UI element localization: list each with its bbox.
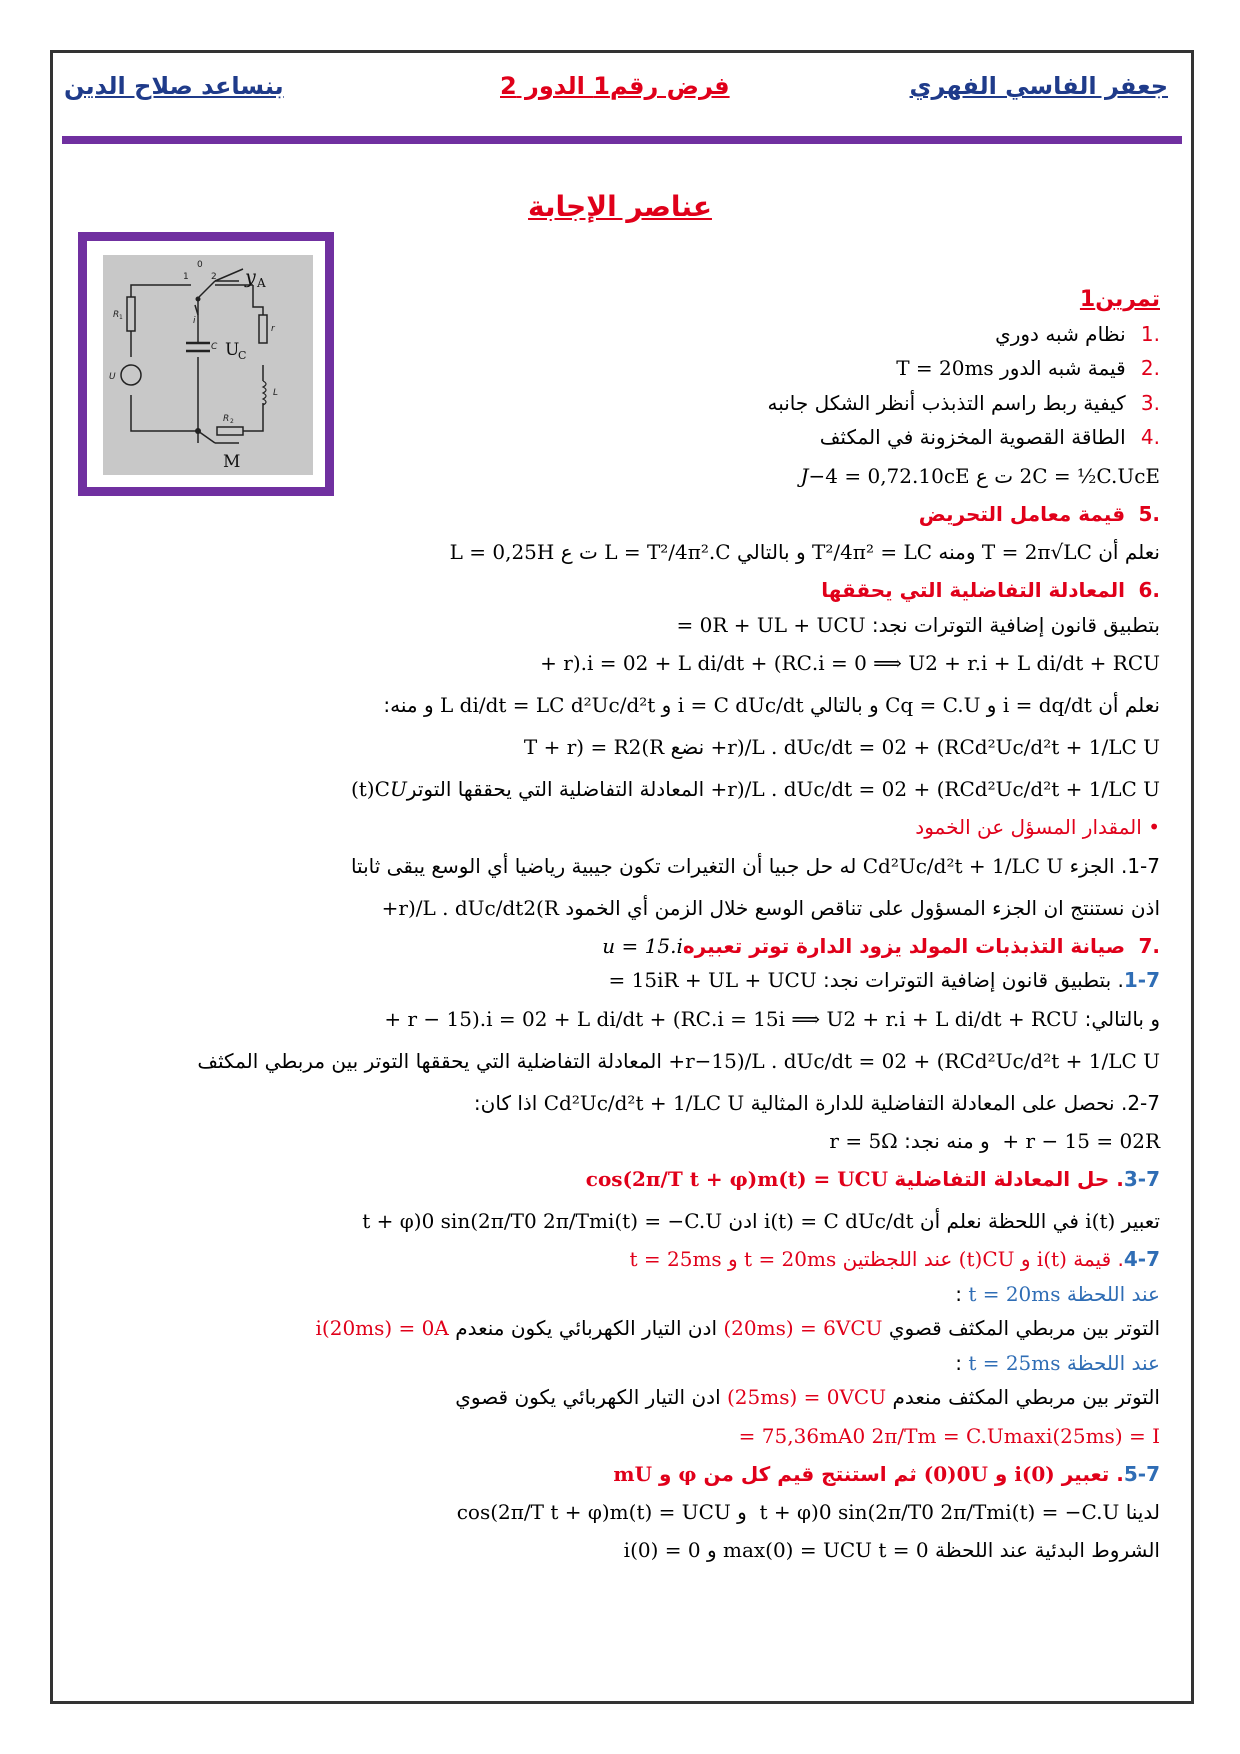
line-segment: i(0) <box>1014 1461 1055 1486</box>
line-segment: بتطبيق قانون إضافية التوترات نجد: <box>865 612 1160 637</box>
terminal-2-label: 2 <box>211 272 217 282</box>
page-title: عناصر الإجابة <box>528 190 712 223</box>
line-segment: T <box>523 735 538 759</box>
line-segment: المعادلة التفاضلية التي يحققها <box>821 578 1132 602</box>
line-segment: . بتطبيق قانون إضافية التوترات نجد: <box>816 968 1124 992</box>
line-segment: t = 25ms <box>968 1350 1061 1375</box>
line-segment: + L di/dt + (R <box>547 1006 696 1031</box>
line-segment: 2 <box>894 735 908 759</box>
line-segment: 2 <box>628 735 642 759</box>
line-segment: R <box>1144 1128 1160 1153</box>
generator-u-label: U <box>109 372 116 382</box>
line-segment: i(t) = −C.U <box>1005 1500 1120 1524</box>
line-segment: 4-7 <box>1123 1247 1160 1271</box>
line-segment: 2 <box>894 777 908 801</box>
header-divider <box>62 136 1182 144</box>
line-segment: المعادلة التفاضلية التي يحققها التوتر <box>406 777 711 801</box>
line-segment: (25ms) = 0V <box>726 1385 854 1409</box>
line-segment: + U <box>678 968 725 992</box>
line-segment: J <box>800 463 809 488</box>
line-segment: U <box>870 1167 889 1191</box>
answer-line <box>90 963 1160 998</box>
line-segment: .1 <box>1140 321 1160 346</box>
line-segment: 0 <box>421 1209 435 1233</box>
line-segment: t + φ) <box>753 1500 819 1524</box>
answer-line <box>90 1311 1160 1346</box>
line-segment: i(t) <box>1036 1247 1067 1271</box>
line-segment: لدينا <box>1119 1500 1160 1524</box>
line-segment: عند اللحظة <box>1060 1350 1160 1375</box>
line-segment: .7 <box>1138 933 1160 958</box>
line-segment: .4 <box>1140 425 1160 449</box>
line-segment: كيفية ربط راسم التذبذب أنظر الشكل جانبه <box>767 390 1132 415</box>
line-segment: و منه نجد: <box>897 1128 997 1153</box>
line-segment: + r.i + L di/dt + R <box>937 651 1128 675</box>
answer-line <box>90 726 1160 768</box>
line-segment: C <box>862 853 879 878</box>
answer-line <box>90 386 1160 421</box>
line-segment: 2π/T <box>865 1423 918 1448</box>
line-segment: و <box>730 1500 754 1524</box>
answer-line <box>90 1200 1160 1242</box>
resistor-r1-sub: 1 <box>119 314 123 321</box>
line-segment: تعبير <box>1115 1209 1160 1233</box>
line-segment: m <box>613 1461 635 1486</box>
line-segment: C <box>959 1048 975 1073</box>
line-segment: U <box>634 1461 653 1486</box>
line-segment: m <box>757 1167 779 1191</box>
line-segment: L <box>724 968 739 992</box>
line-segment: E <box>955 463 970 488</box>
line-segment: نضع <box>664 735 711 759</box>
channel-ya-sub: A <box>257 276 266 290</box>
line-segment: و بالتالي <box>730 540 812 564</box>
line-segment: U <box>389 777 407 801</box>
line-segment: max <box>722 1538 766 1562</box>
line-segment: U <box>970 1461 988 1486</box>
line-segment: C <box>959 735 975 759</box>
terminal-0-label: 0 <box>197 260 203 270</box>
line-segment: اذا كان: <box>473 1090 544 1115</box>
line-segment: m <box>609 1500 629 1524</box>
answer-line <box>90 929 1160 964</box>
line-segment: C <box>854 1167 871 1191</box>
answer-line <box>90 420 1160 455</box>
line-segment: . الجزء <box>1063 853 1128 878</box>
line-segment: C <box>796 651 812 675</box>
line-segment: + (R <box>907 735 960 759</box>
line-segment: C <box>695 1006 711 1031</box>
line-segment: C <box>1046 1006 1062 1031</box>
line-segment: + (R <box>907 777 960 801</box>
line-segment: .6 <box>1138 578 1160 602</box>
line-segment: +r)/L . dUc/dt = 0 <box>710 735 895 759</box>
line-segment: = 75,36mA <box>732 1423 853 1448</box>
line-segment: ادن <box>722 1209 764 1233</box>
answer-line <box>90 455 1160 497</box>
line-segment: + r.i + L di/dt + R <box>856 1006 1047 1031</box>
line-segment: c <box>1134 463 1146 488</box>
line-segment: 3-7 <box>1123 1167 1160 1191</box>
line-segment: L di/dt = LC d²Uc/d²t <box>440 693 656 717</box>
line-segment: C <box>698 1500 714 1524</box>
line-segment: + U <box>727 612 774 637</box>
line-segment: تمرين1 <box>1079 287 1160 312</box>
line-segment: + U <box>738 968 785 992</box>
line-segment: U <box>848 612 866 637</box>
line-segment: 2 <box>894 1048 908 1073</box>
line-segment: C <box>853 1385 870 1409</box>
line-segment: ت ع <box>554 540 605 564</box>
line-segment: + L di/dt + (R <box>648 651 797 675</box>
line-segment: i = dq/dt <box>1002 693 1092 717</box>
line-segment: .i = 0 ⟹ U <box>811 651 926 675</box>
line-segment: cos(2π/T t + φ) <box>585 1167 758 1191</box>
line-segment: C <box>543 1090 560 1115</box>
line-segment: c <box>943 463 956 488</box>
resistor-r1-label: R <box>113 310 120 320</box>
line-segment: U <box>799 968 817 992</box>
line-segment: U <box>869 1385 887 1409</box>
line-segment: d²Uc/d²t + 1/LC U <box>974 777 1160 801</box>
line-segment: +r−15)/L . dUc/dt = 0 <box>668 1048 895 1073</box>
line-segment: نعلم أن <box>1091 693 1160 717</box>
line-segment: 0 <box>852 1423 866 1448</box>
line-segment: U <box>997 1247 1015 1271</box>
answer-line <box>90 1242 1160 1277</box>
line-segment: d²Uc/d²t + 1/LC U <box>559 1090 745 1115</box>
resistor-r2-sub: 2 <box>230 418 234 425</box>
capacitor-c-label: C <box>211 342 218 352</box>
line-segment: قيمة شبه الدور <box>993 356 1132 380</box>
line-segment: R <box>712 612 728 637</box>
line-segment: m <box>589 1209 608 1233</box>
line-segment: (t) <box>958 1247 983 1271</box>
line-segment: C <box>885 693 901 717</box>
line-segment: في اللحظة نعلم أن <box>913 1209 1086 1233</box>
line-segment: cos(2π/T t + φ) <box>456 1500 610 1524</box>
line-segment: + r) = R <box>537 735 629 759</box>
line-segment: t = 20ms <box>968 1281 1061 1306</box>
line-segment: و <box>980 693 1003 717</box>
line-segment: = 15i <box>602 968 664 992</box>
line-segment: = 0 <box>670 612 713 637</box>
line-segment: عند اللحظة <box>1060 1281 1160 1306</box>
line-segment: عند اللجظتين <box>836 1247 959 1271</box>
line-segment: + r − 15 = 0 <box>996 1128 1133 1153</box>
line-segment: (t) <box>350 777 375 801</box>
answer-line <box>90 887 1160 929</box>
line-segment: (0) <box>923 1461 957 1486</box>
line-segment: المعادلة التفاضلية التي يحققها التوتر بين مربطي المكثف <box>197 1048 669 1073</box>
line-segment: و <box>721 1247 745 1271</box>
line-segment: 1-7 <box>1123 968 1160 992</box>
line-segment: i(20ms) = 0A <box>315 1316 449 1340</box>
line-segment: نعلم أن <box>1091 540 1160 564</box>
line-segment: . نحصل على المعادلة التفاضلية للدارة المثالية <box>744 1090 1128 1115</box>
line-segment: قيمة معامل التحريض <box>918 501 1132 526</box>
line-segment: U <box>1061 1006 1079 1031</box>
answer-line <box>90 1277 1160 1312</box>
line-segment: (R <box>536 895 559 920</box>
line-segment: و بالتالي <box>803 693 886 717</box>
voltage-uc-sub: C <box>238 349 247 362</box>
line-segment: C <box>839 1538 856 1562</box>
line-segment: d²Uc/d²t + 1/LC U <box>878 853 1064 878</box>
resistor-r-label: r <box>271 324 275 334</box>
line-segment: φ <box>678 1461 697 1486</box>
line-segment: ومنه <box>932 540 982 564</box>
line-segment: t + φ) <box>355 1209 422 1233</box>
line-segment: = 0,72.10 <box>838 463 944 488</box>
line-segment: و <box>1014 1247 1037 1271</box>
teacher-name: بنساعد صلاح الدين <box>64 72 284 100</box>
line-segment: L = 0,25H <box>449 540 555 564</box>
line-segment: sin(2π/T <box>434 1209 524 1233</box>
line-segment: i(t) = C dUc/dt <box>763 1209 914 1233</box>
terminal-1-label: 1 <box>183 272 189 282</box>
answer-line <box>90 642 1160 684</box>
line-segment: 5-7 <box>1123 1461 1160 1486</box>
line-segment: t = 25ms <box>629 1247 722 1271</box>
line-segment: المقدار المسؤل عن الخمود <box>915 815 1149 839</box>
line-segment: 2 <box>523 895 537 920</box>
line-segment: صيانة التذبذبات المولد يزود الدارة توتر تعبيره <box>682 933 1132 958</box>
answer-line <box>90 497 1160 532</box>
answer-line <box>90 282 1160 317</box>
line-segment: 0 <box>818 1500 832 1524</box>
answer-line <box>90 1491 1160 1533</box>
answer-line <box>90 1457 1160 1492</box>
channel-ya-label: y <box>245 266 256 288</box>
line-segment: i(t) <box>1085 1209 1116 1233</box>
line-segment: C <box>1032 463 1048 488</box>
author-name: جعفر الفاسي الفهري <box>909 72 1168 100</box>
line-segment: و <box>652 1461 679 1486</box>
line-segment: و <box>655 693 678 717</box>
line-segment: 0 <box>523 1209 537 1233</box>
line-segment: 0 <box>956 1461 971 1486</box>
inductor-l-label: L <box>273 388 279 398</box>
line-segment: T = 20ms <box>896 356 994 380</box>
line-segment: التوتر بين مربطي المكثف منعدم <box>886 1385 1160 1409</box>
line-segment: (0) = U <box>765 1538 840 1562</box>
line-segment: i = C dUc/dt <box>677 693 804 717</box>
line-segment: .i = 15i ⟹ U <box>710 1006 844 1031</box>
answer-line <box>90 531 1160 573</box>
line-segment: 1-7 <box>1127 853 1160 878</box>
line-segment: m <box>986 1500 1006 1524</box>
answer-line <box>90 351 1160 386</box>
answer-line <box>90 1040 1160 1082</box>
line-segment: : <box>955 1350 969 1375</box>
answer-line <box>90 845 1160 887</box>
line-segment: ادن التيار الكهربائي يكون قصوي <box>455 1385 727 1409</box>
line-segment: i(25ms) = I <box>1045 1423 1160 1448</box>
line-segment: = C.U <box>936 1423 1004 1448</box>
line-segment: و <box>700 1538 723 1562</box>
line-segment: 2 <box>1132 1128 1145 1153</box>
line-segment: الشروط البدئية عند اللحظة <box>928 1538 1160 1562</box>
line-segment: T²/4π² = LC <box>811 540 933 564</box>
line-segment: .2 <box>1140 356 1160 380</box>
line-segment: max <box>1003 1423 1046 1448</box>
line-segment: اذن نستنتج ان الجزء المسؤول على تناقص الوسع خلال الزمن أي الخمود <box>558 895 1160 920</box>
line-segment: sin(2π/T <box>831 1500 922 1524</box>
line-segment: U <box>855 1538 872 1562</box>
line-segment: L <box>773 612 788 637</box>
line-segment: −4 <box>808 463 838 488</box>
line-segment: = ½C.U <box>1047 463 1135 488</box>
line-segment: t = 0 <box>878 1538 929 1562</box>
line-segment: 2π/T <box>933 1500 987 1524</box>
line-segment: (t) = U <box>628 1500 699 1524</box>
line-segment: .3 <box>1140 390 1160 415</box>
line-segment: (t) = U <box>778 1167 855 1191</box>
line-segment: (R <box>641 735 665 759</box>
line-segment: +r)/L . dUc/dt <box>381 895 524 920</box>
line-segment: • <box>1148 815 1160 839</box>
line-segment: 2 <box>843 1006 857 1031</box>
line-segment: d²Uc/d²t + 1/LC U <box>974 735 1160 759</box>
answer-line <box>90 317 1160 352</box>
line-segment: 2 <box>635 651 649 675</box>
line-segment: i(t) = −C.U <box>607 1209 723 1233</box>
answer-line <box>90 573 1160 608</box>
answer-line <box>90 1415 1160 1457</box>
answer-line <box>90 1158 1160 1200</box>
line-segment: m <box>917 1423 937 1448</box>
answer-line <box>90 684 1160 726</box>
line-segment: C <box>374 777 390 801</box>
line-segment: و منه: <box>383 693 441 717</box>
line-segment: C <box>959 777 975 801</box>
line-segment: R <box>663 968 679 992</box>
line-segment: t = 20ms <box>744 1247 837 1271</box>
answer-line <box>90 1533 1160 1568</box>
line-segment: ادن التيار الكهربائي يكون منعدم <box>448 1316 724 1340</box>
line-segment: 0 <box>921 1500 934 1524</box>
line-segment: التوتر بين مربطي المكثف قصوي <box>882 1316 1160 1340</box>
line-segment: U <box>713 1500 731 1524</box>
line-segment: T = 2π√LC <box>981 540 1092 564</box>
line-segment: C <box>850 1316 866 1340</box>
line-segment: 2-7 <box>1127 1090 1160 1115</box>
line-segment: C <box>982 1247 998 1271</box>
line-segment: و بالتالي: <box>1078 1006 1160 1031</box>
answer-line <box>90 810 1160 845</box>
line-segment: 2π/T <box>536 1209 590 1233</box>
line-segment: 2 <box>925 651 938 675</box>
line-segment: الطاقة القصوية المخزونة في المكثف <box>819 425 1132 449</box>
line-segment: 2 <box>1019 463 1033 488</box>
line-segment: .5 <box>1138 501 1160 526</box>
line-segment: + U <box>787 612 834 637</box>
line-segment: : <box>955 1281 969 1306</box>
line-segment: u = 15.i <box>595 933 683 958</box>
answer-line <box>90 1380 1160 1415</box>
answer-line <box>90 1082 1160 1124</box>
line-segment: L = T²/4π².C <box>604 540 731 564</box>
line-segment: + (R <box>907 1048 960 1073</box>
line-segment: C <box>784 968 800 992</box>
line-segment: r = 5Ω <box>829 1128 898 1153</box>
answer-line <box>90 608 1160 643</box>
answer-line <box>90 998 1160 1040</box>
line-segment: (20ms) = 6V <box>723 1316 851 1340</box>
line-segment: و <box>987 1461 1015 1486</box>
answer-line <box>90 768 1160 810</box>
line-segment: 2 <box>534 1006 548 1031</box>
line-segment: . حل المعادلة التفاضلية <box>894 1167 1124 1191</box>
line-segment: ثم استنتج قيم كل من <box>696 1461 924 1486</box>
line-segment: . قيمة <box>1066 1247 1124 1271</box>
line-segment: +r)/L . dUc/dt = 0 <box>710 777 895 801</box>
line-segment: C <box>1127 651 1144 675</box>
current-i-label: i <box>193 316 196 326</box>
answer-content <box>90 282 1160 1568</box>
line-segment: i(0) = 0 <box>623 1538 701 1562</box>
line-segment: C <box>833 612 849 637</box>
line-segment: U <box>865 1316 883 1340</box>
ground-m-label: M <box>223 452 241 472</box>
line-segment: E <box>1145 463 1160 488</box>
answer-line <box>90 1346 1160 1381</box>
answer-line <box>90 1124 1160 1159</box>
line-segment: نظام شبه دوري <box>995 321 1132 346</box>
line-segment: + r).i = 0 <box>533 651 636 675</box>
line-segment: + r − 15).i = 0 <box>377 1006 535 1031</box>
line-segment: q = C.U <box>900 693 981 717</box>
line-segment: . تعبير <box>1054 1461 1124 1486</box>
line-segment: d²Uc/d²t + 1/LC U <box>974 1048 1160 1073</box>
line-segment: له حل جبيا أن التغيرات تكون جيبية رياضيا أي الوسع يبقى ثابتا <box>350 853 863 878</box>
exam-title: فرض رقم1 الدور 2 <box>500 72 730 100</box>
voltage-uc-label: U <box>225 340 240 360</box>
line-segment: U <box>1143 651 1160 675</box>
resistor-r2-label: R <box>223 414 230 424</box>
line-segment: ت ع <box>969 463 1020 488</box>
